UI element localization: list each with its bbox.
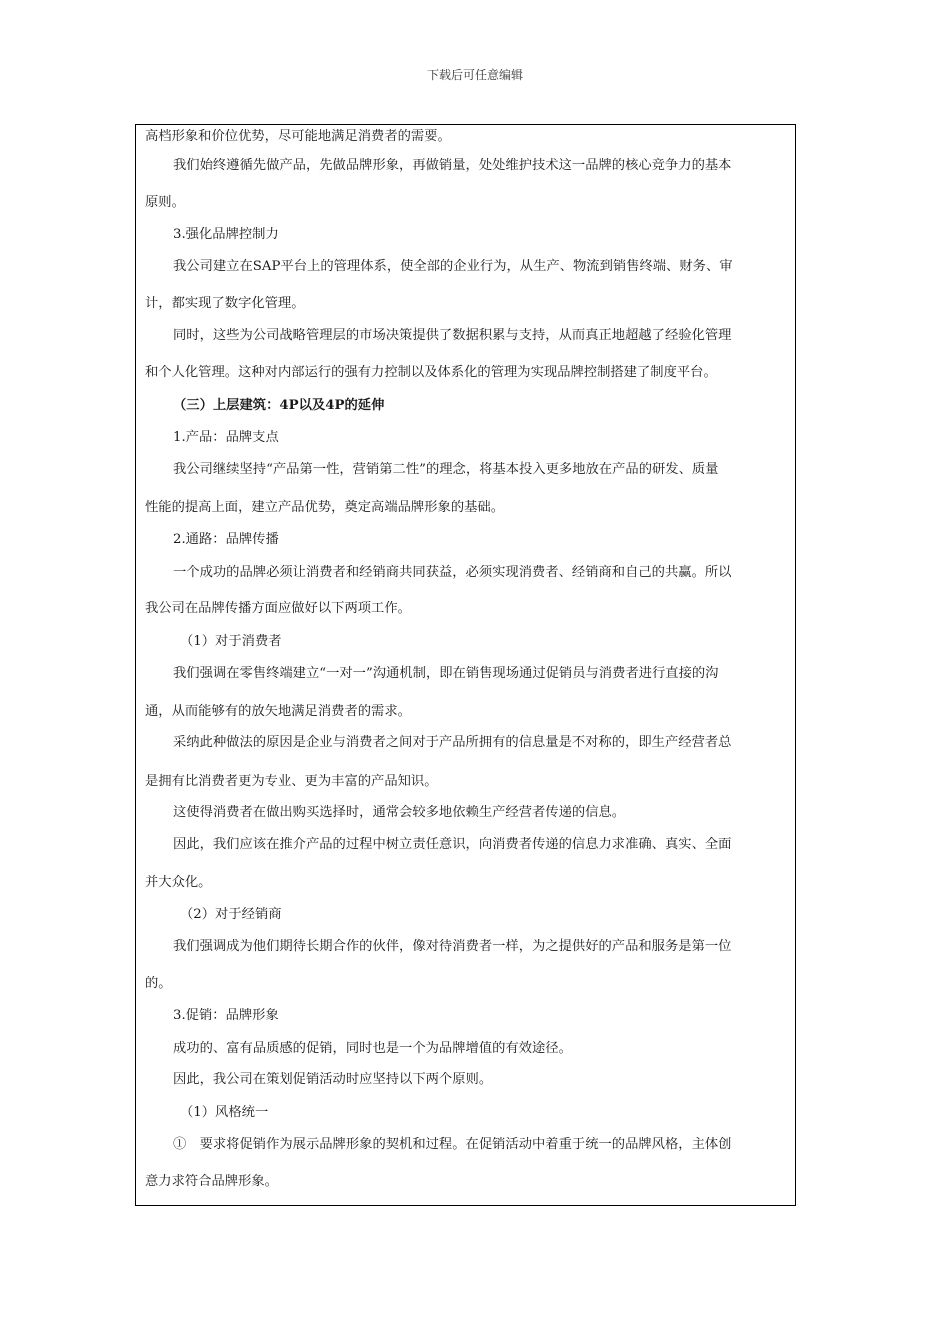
text-line: 1.产品：品牌支点 — [173, 430, 279, 445]
text-line: 因此，我们应该在推介产品的过程中树立责任意识，向消费者传递的信息力求准确、真实、全面 — [173, 837, 732, 852]
text-line: 这使得消费者在做出购买选择时，通常会较多地依赖生产经营者传递的信息。 — [173, 805, 626, 820]
text-line: 计，都实现了数字化管理。 — [145, 296, 305, 311]
text-line: 通，从而能够有的放矢地满足消费者的需求。 — [145, 704, 411, 719]
text-line: （1）对于消费者 — [180, 634, 282, 649]
text-line: 我公司建立在SAP平台上的管理体系，使全部的企业行为，从生产、物流到销售终端、财务、审 — [173, 259, 733, 274]
text-line: 我公司在品牌传播方面应做好以下两项工作。 — [145, 601, 411, 616]
text-line: 意力求符合品牌形象。 — [145, 1174, 278, 1189]
text-line: 和个人化管理。这种对内部运行的强有力控制以及体系化的管理为实现品牌控制搭建了制度平台。 — [145, 365, 717, 380]
text-line: 高档形象和价位优势，尽可能地满足消费者的需要。 — [145, 129, 451, 144]
text-line: （1）风格统一 — [180, 1105, 269, 1120]
page-header: 下载后可任意编辑 — [426, 68, 523, 82]
text-line: 我们强调在零售终端建立“一对一”沟通机制，即在销售现场通过促销员与消费者进行直接的沟 — [173, 666, 719, 681]
text-line: 3.强化品牌控制力 — [173, 227, 279, 242]
text-line: 2.通路：品牌传播 — [173, 532, 279, 547]
text-line: 因此，我公司在策划促销活动时应坚持以下两个原则。 — [173, 1072, 493, 1087]
text-line: ① 要求将促销作为展示品牌形象的契机和过程。在促销活动中着重于统一的品牌风格，主体创 — [173, 1137, 732, 1152]
text-line: 性能的提高上面，建立产品优势，奠定高端品牌形象的基础。 — [145, 500, 505, 515]
text-line: 成功的、富有品质感的促销，同时也是一个为品牌增值的有效途径。 — [173, 1041, 572, 1056]
text-line: 并大众化。 — [145, 875, 212, 890]
text-line: 我们强调成为他们期待长期合作的伙伴，像对待消费者一样，为之提供好的产品和服务是第一位 — [173, 939, 732, 954]
text-line: （2）对于经销商 — [180, 907, 282, 922]
text-line: 的。 — [145, 976, 172, 991]
text-line: 我们始终遵循先做产品，先做品牌形象，再做销量，处处维护技术这一品牌的核心竞争力的基本 — [173, 158, 732, 173]
text-line: 一个成功的品牌必须让消费者和经销商共同获益，必须实现消费者、经销商和自己的共赢。所以 — [173, 565, 732, 580]
section-heading: （三）上层建筑：4P以及4P的延伸 — [173, 398, 385, 413]
document-body-frame — [135, 124, 796, 1206]
text-line: 采纳此种做法的原因是企业与消费者之间对于产品所拥有的信息量是不对称的，即生产经营者总 — [173, 735, 732, 750]
text-line: 是拥有比消费者更为专业、更为丰富的产品知识。 — [145, 774, 438, 789]
text-line: 原则。 — [145, 195, 185, 210]
text-line: 3.促销：品牌形象 — [173, 1008, 279, 1023]
text-line: 我公司继续坚持“产品第一性，营销第二性”的理念，将基本投入更多地放在产品的研发、质量 — [173, 462, 719, 477]
text-line: 同时，这些为公司战略管理层的市场决策提供了数据积累与支持，从而真正地超越了经验化管理 — [173, 328, 732, 343]
